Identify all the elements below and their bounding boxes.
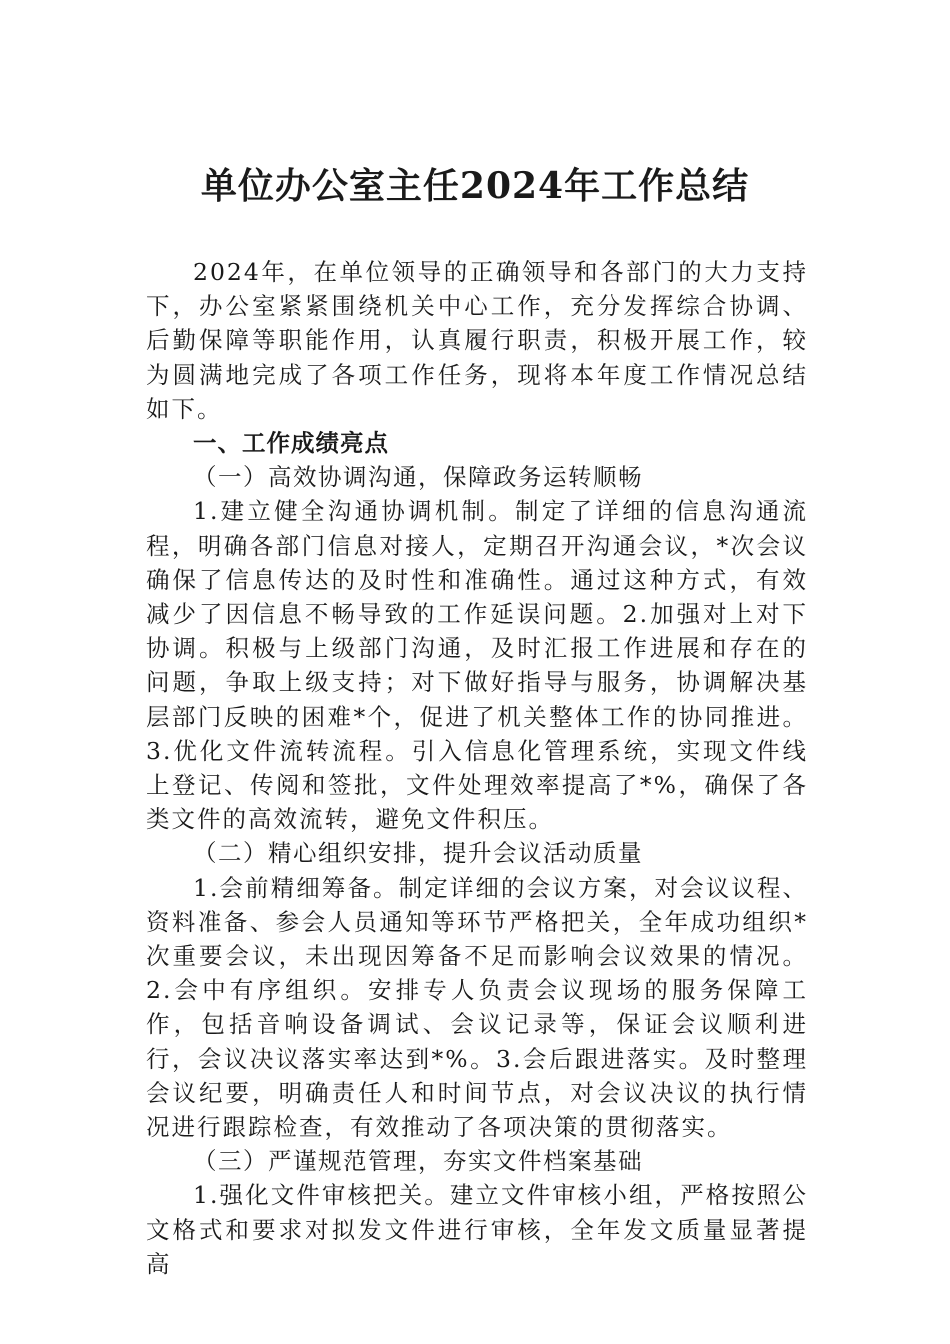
subsection-heading: （三）严谨规范管理，夯实文件档案基础 (193, 1147, 643, 1176)
body-paragraph: 1.会前精细筹备。制定详细的会议方案，对会议议程、资料准备、参会人员通知等环节严格把关，全年成功组织*次重要会议，未出现因筹备不足而影响会议效果的情况。2.会中有序组织。安排专人负责会议现场的服务保障工作，包括音响设备调试、会议记录等，保证会议顺利进行，会议决议落实率达到*%。3.会后跟进落实。及时整理会议纪要，明确责任人和时间节点，对会议决议的执行情况进行跟踪检查，有效推动了各项决策的贯彻落实。 (146, 873, 808, 1142)
body-paragraph: 1.强化文件审核把关。建立文件审核小组，严格按照公文格式和要求对拟发文件进行审核，全年发文质量显著提高 (146, 1181, 808, 1278)
intro-paragraph: 2024年，在单位领导的正确领导和各部门的大力支持下，办公室紧紧围绕机关中心工作，充分发挥综合协调、后勤保障等职能作用，认真履行职责，积极开展工作，较为圆满地完成了各项工作任务，现将本年度工作情况总结如下。 (146, 258, 808, 423)
section-heading: 一、工作成绩亮点 (193, 429, 389, 458)
document-title: 单位办公室主任2024年工作总结 (200, 165, 750, 207)
subsection-heading: （二）精心组织安排，提升会议活动质量 (193, 839, 643, 868)
subsection-heading: （一）高效协调沟通，保障政务运转顺畅 (193, 463, 643, 492)
document-body (146, 255, 808, 1281)
body-paragraph: 1.建立健全沟通协调机制。制定了详细的信息沟通流程，明确各部门信息对接人，定期召开沟通会议，*次会议确保了信息传达的及时性和准确性。通过这种方式，有效减少了因信息不畅导致的工作延误问题。2.加强对上对下协调。积极与上级部门沟通，及时汇报工作进展和存在的问题，争取上级支持；对下做好指导与服务，协调解决基层部门反映的困难*个，促进了机关整体工作的协同推进。3.优化文件流转流程。引入信息化管理系统，实现文件线上登记、传阅和签批，文件处理效率提高了*%，确保了各类文件的高效流转，避免文件积压。 (146, 497, 808, 834)
